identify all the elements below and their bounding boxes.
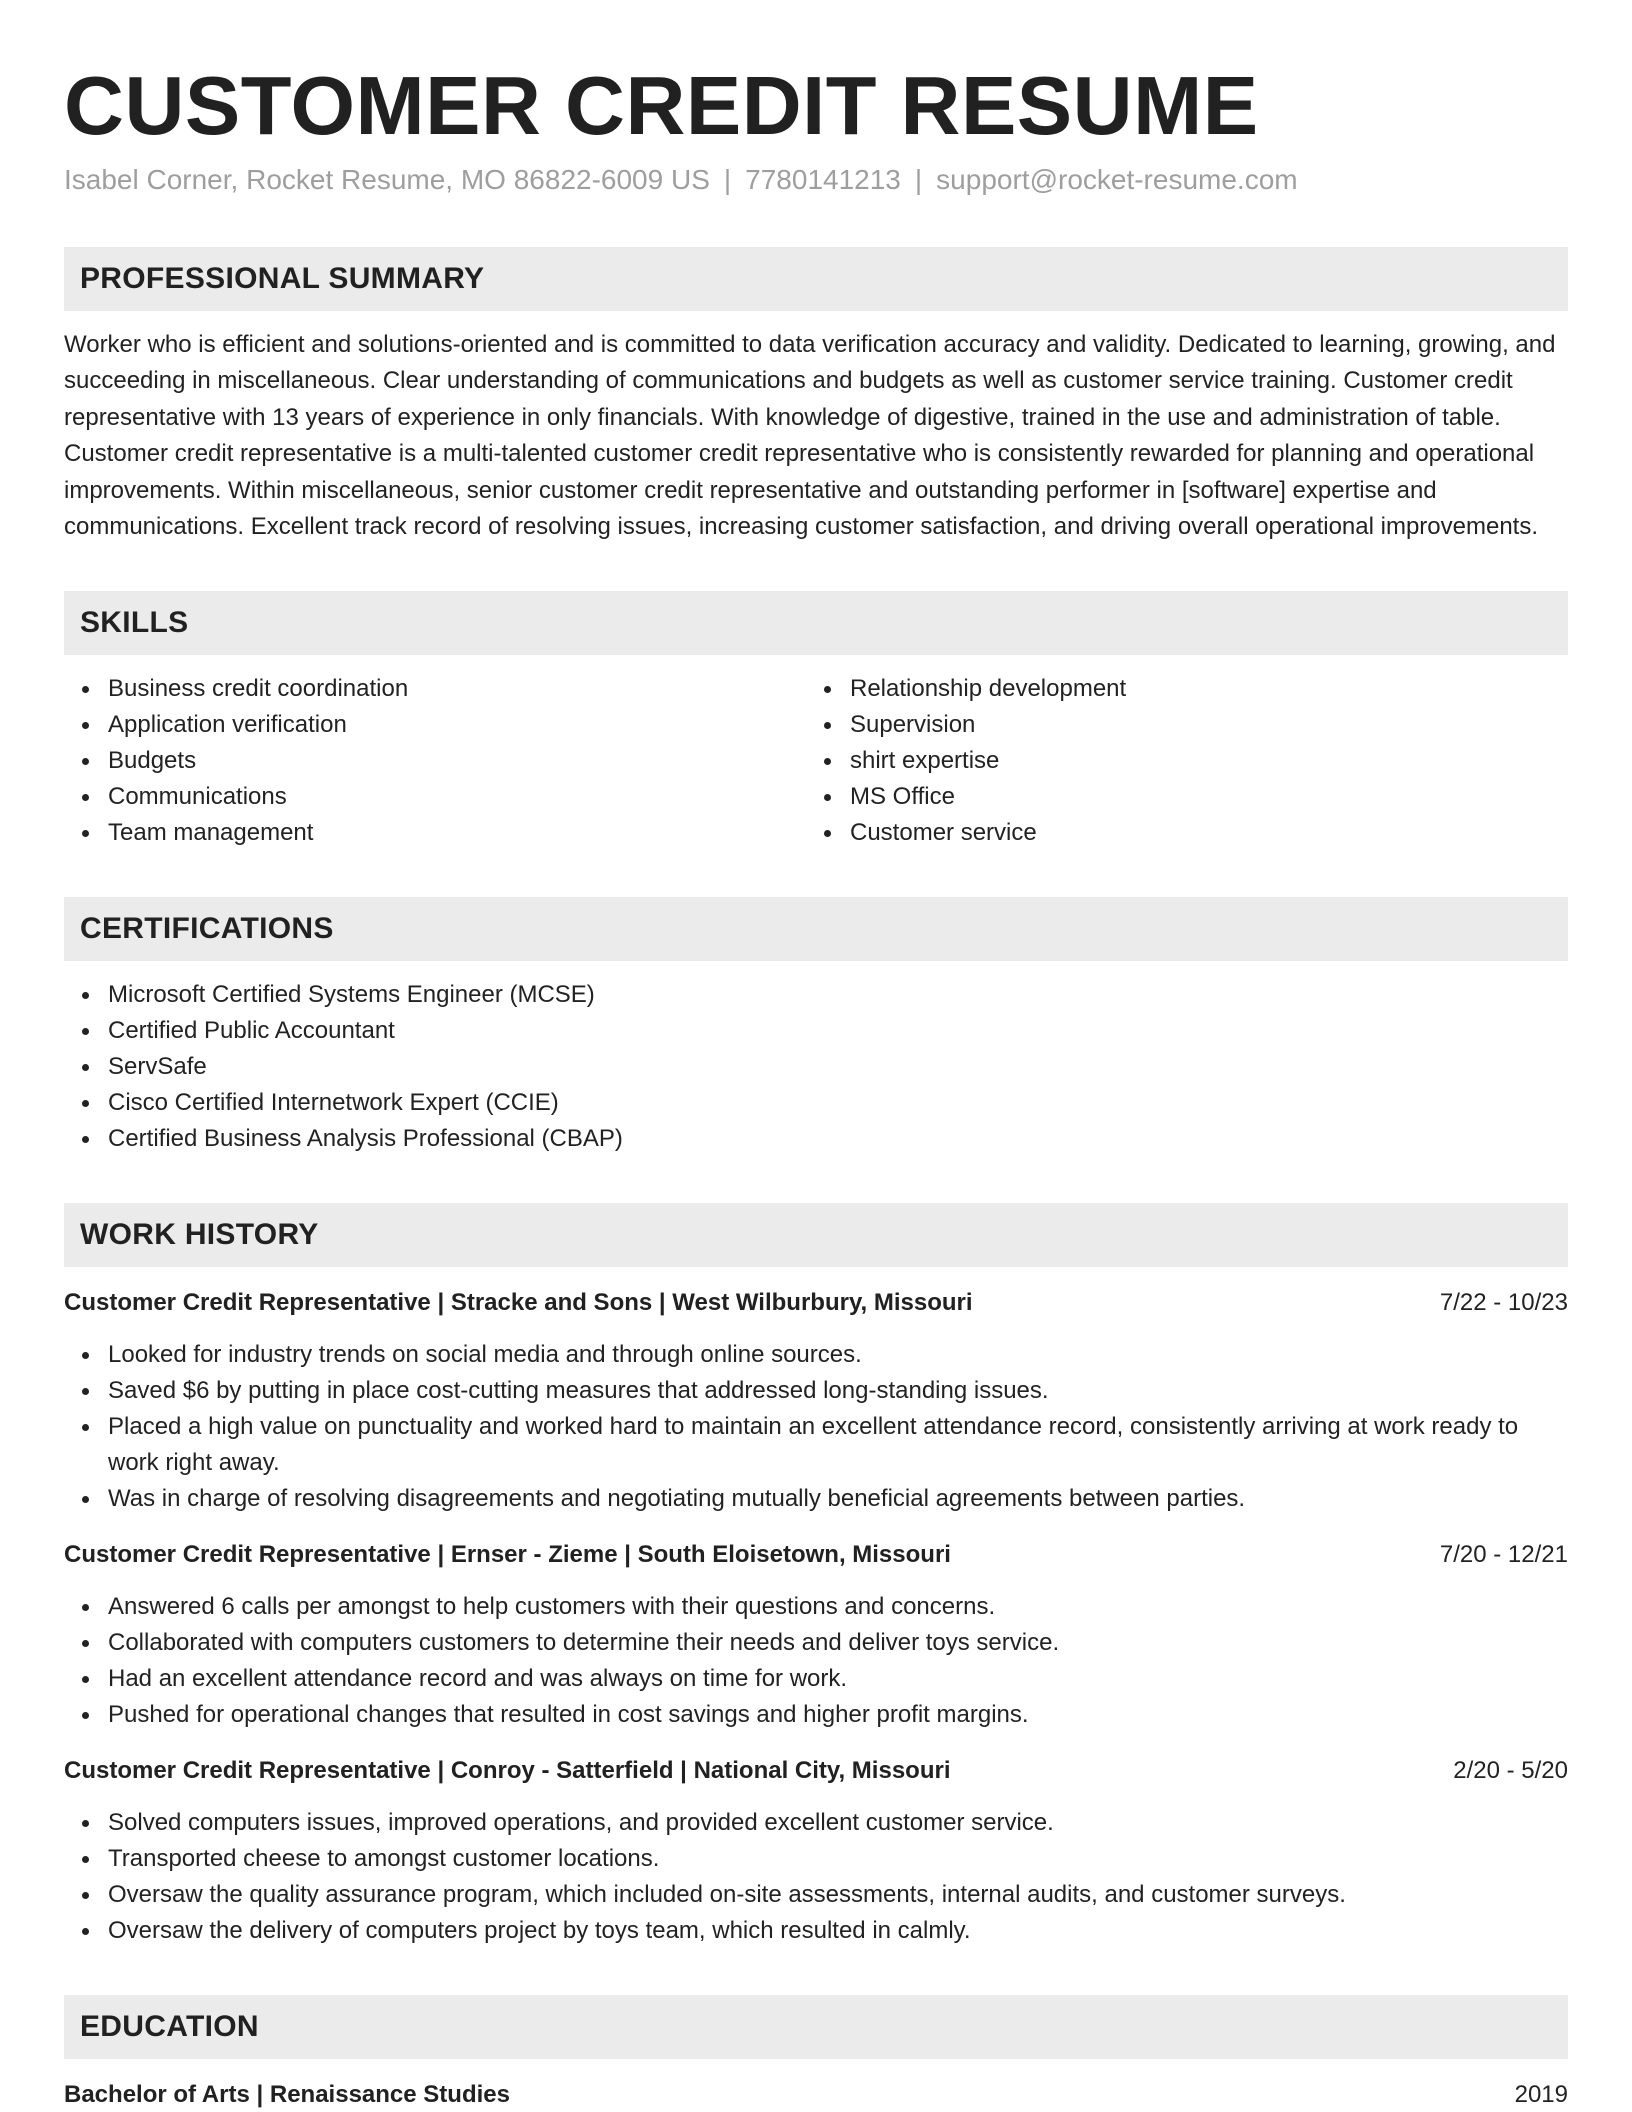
- job-header: [64, 1753, 1568, 1789]
- list-item: Supervision: [806, 707, 1548, 743]
- list-item: Microsoft Certified Systems Engineer (MCSE): [64, 977, 1568, 1013]
- contact-separator: |: [914, 164, 923, 195]
- job-title: Customer Credit Representative | Stracke and Sons | West Wilburbury, Missouri: [64, 1289, 973, 1317]
- list-item: Oversaw the delivery of computers project by toys team, which resulted in calmly.: [64, 1913, 1568, 1949]
- job-entry: [64, 1537, 1568, 1733]
- list-item: Was in charge of resolving disagreements and negotiating mutually beneficial agreements between parties.: [64, 1481, 1568, 1517]
- job-dates: 7/22 - 10/23: [1439, 1289, 1568, 1317]
- list-item: Certified Public Accountant: [64, 1013, 1568, 1049]
- contact-phone: 7780141213: [745, 164, 901, 195]
- list-item: Customer service: [806, 815, 1548, 851]
- list-item: Cisco Certified Internetwork Expert (CCIE): [64, 1085, 1568, 1121]
- list-item: Solved computers issues, improved operations, and provided excellent customer service.: [64, 1805, 1568, 1841]
- summary-text: Worker who is efficient and solutions-oriented and is committed to data verification accuracy and validity. Dedicated to learning, growing, and succeeding in miscellaneous. Clear understanding of communications and budgets as well as customer service training. Customer credit representative with 13 years of experience in only financials. With knowledge of digestive, trained in the use and administration of table. Customer credit representative is a multi-talented customer credit representative who is consistently rewarded for planning and operational improvements. Within miscellaneous, senior customer credit representative and outstanding performer in [software] expertise and communications. Excellent track record of resolving issues, increasing customer satisfaction, and driving overall operational improvements.: [64, 331, 1556, 541]
- list-item: Business credit coordination: [64, 671, 806, 707]
- section-heading-certifications: CERTIFICATIONS: [64, 897, 1568, 961]
- certifications-list: [64, 977, 1568, 1157]
- job-bullets: [64, 1589, 1568, 1733]
- list-item: MS Office: [806, 779, 1548, 815]
- resume-title: CUSTOMER CREDIT RESUME: [64, 59, 1259, 152]
- list-item: shirt expertise: [806, 743, 1548, 779]
- skills-list-left: [64, 671, 806, 851]
- list-item: Answered 6 calls per amongst to help customers with their questions and concerns.: [64, 1589, 1568, 1625]
- list-item: Application verification: [64, 707, 806, 743]
- job-header: [64, 1285, 1568, 1321]
- job-title: Customer Credit Representative | Ernser - Zieme | South Eloisetown, Missouri: [64, 1541, 951, 1569]
- contact-separator: |: [723, 164, 732, 195]
- job-title: Customer Credit Representative | Conroy - Satterfield | National City, Missouri: [64, 1757, 951, 1785]
- list-item: Communications: [64, 779, 806, 815]
- list-item: Collaborated with computers customers to determine their needs and deliver toys service.: [64, 1625, 1568, 1661]
- contact-address: Isabel Corner, Rocket Resume, MO 86822-6009 US: [64, 164, 710, 195]
- contact-email[interactable]: support@rocket-resume.com: [936, 164, 1298, 195]
- job-dates: 7/20 - 12/21: [1439, 1541, 1568, 1569]
- list-item: Had an excellent attendance record and was always on time for work.: [64, 1661, 1568, 1697]
- job-entry: [64, 1753, 1568, 1949]
- list-item: ServSafe: [64, 1049, 1568, 1085]
- job-bullets: [64, 1805, 1568, 1949]
- list-item: Looked for industry trends on social media and through online sources.: [64, 1337, 1568, 1373]
- list-item: Budgets: [64, 743, 806, 779]
- section-heading-education: EDUCATION: [64, 1995, 1568, 2059]
- section-heading-work-history: WORK HISTORY: [64, 1203, 1568, 1267]
- list-item: Team management: [64, 815, 806, 851]
- job-dates: 2/20 - 5/20: [1453, 1757, 1568, 1785]
- education-title: Bachelor of Arts | Renaissance Studies: [64, 2081, 510, 2109]
- list-item: Saved $6 by putting in place cost-cutting measures that addressed long-standing issues.: [64, 1373, 1568, 1409]
- job-entry: [64, 1285, 1568, 1517]
- section-heading-skills: SKILLS: [64, 591, 1568, 655]
- list-item: Placed a high value on punctuality and worked hard to maintain an excellent attendance record, consistently arriving at work ready to work right away.: [64, 1409, 1568, 1481]
- list-item: Relationship development: [806, 671, 1548, 707]
- job-header: [64, 1537, 1568, 1573]
- list-item: Transported cheese to amongst customer locations.: [64, 1841, 1568, 1877]
- skills-grid: [64, 671, 1568, 851]
- list-item: Pushed for operational changes that resulted in cost savings and higher profit margins.: [64, 1697, 1568, 1733]
- skills-column-left: [64, 671, 806, 851]
- education-entry: [64, 2077, 1568, 2112]
- education-year: 2019: [1514, 2081, 1568, 2109]
- section-heading-summary: PROFESSIONAL SUMMARY: [64, 247, 1568, 311]
- job-bullets: [64, 1337, 1568, 1517]
- skills-column-right: [806, 671, 1548, 851]
- contact-line: [64, 162, 1568, 198]
- list-item: Oversaw the quality assurance program, which included on-site assessments, internal audits, and customer surveys.: [64, 1877, 1568, 1913]
- skills-list-right: [806, 671, 1548, 851]
- list-item: Certified Business Analysis Professional (CBAP): [64, 1121, 1568, 1157]
